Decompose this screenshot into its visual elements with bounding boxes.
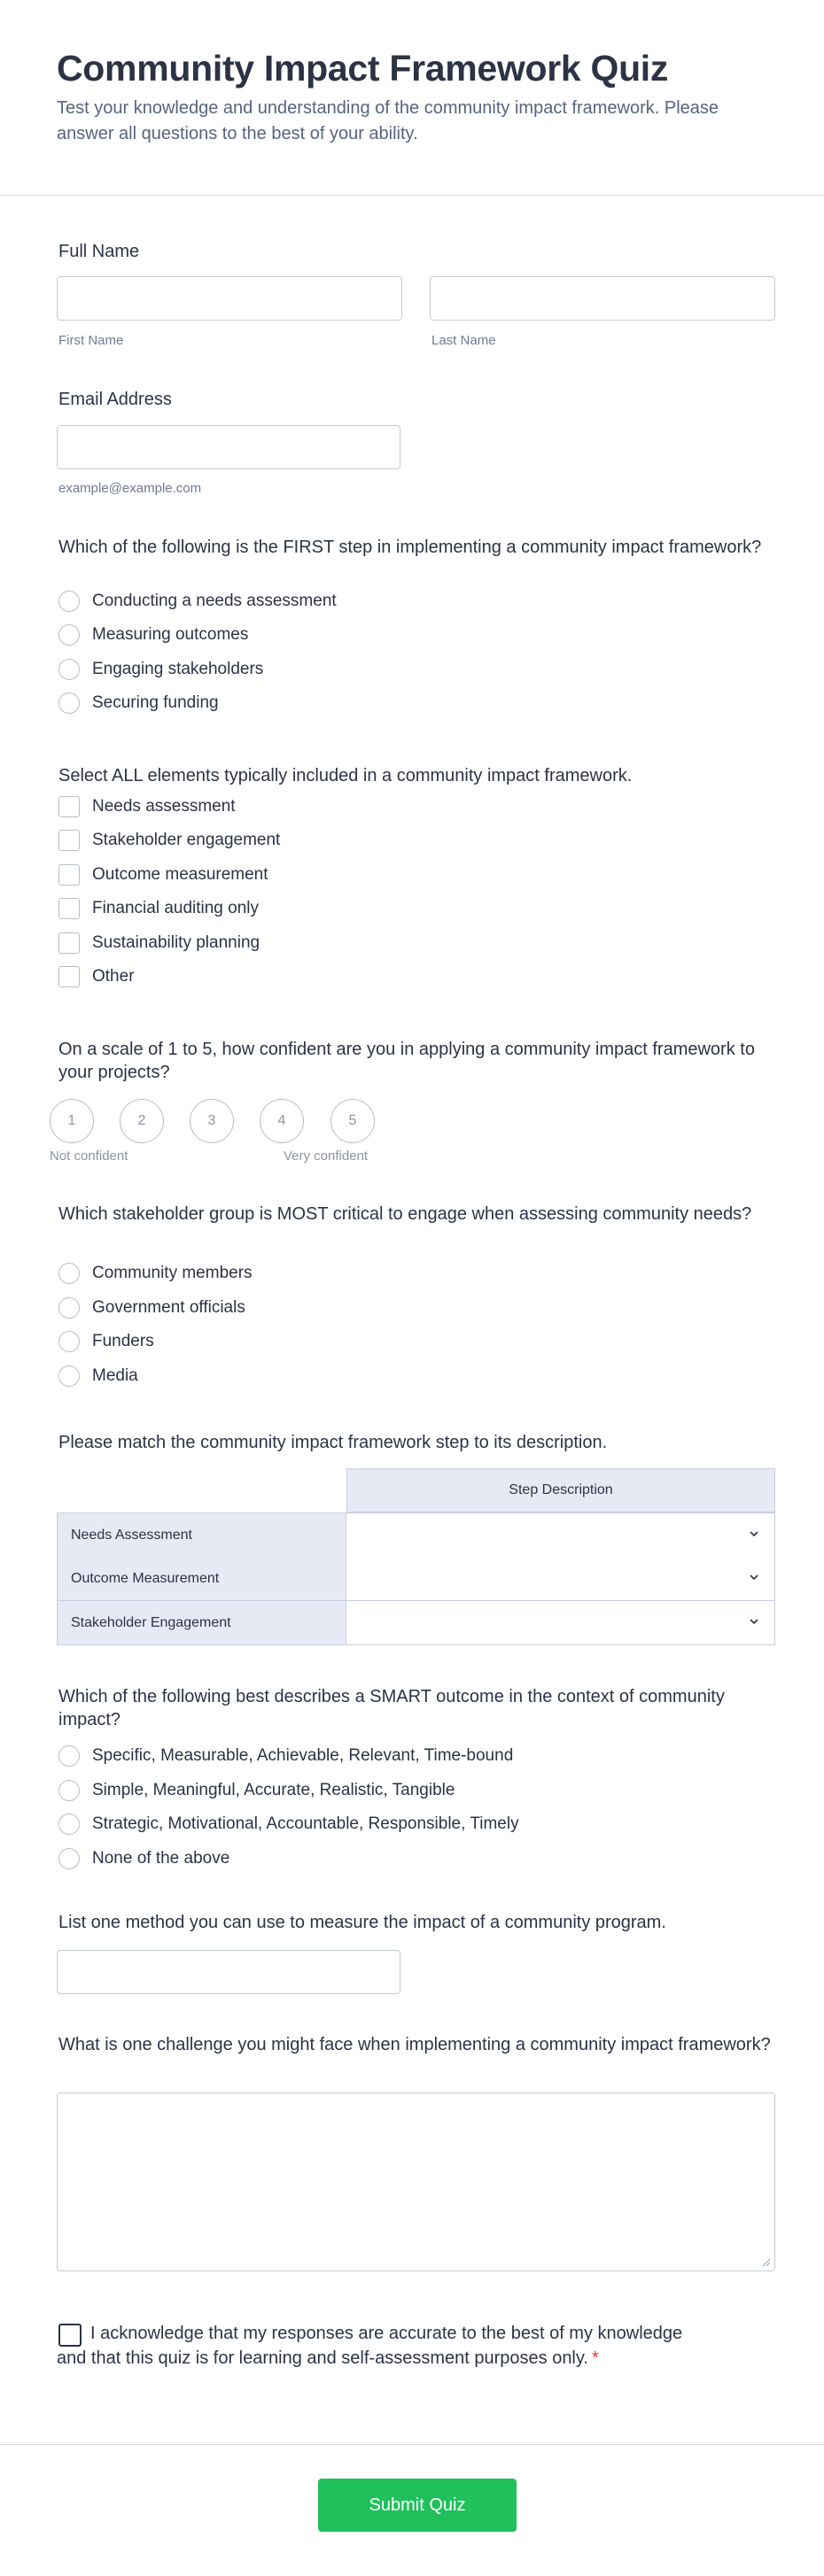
chevron-down-icon — [748, 1571, 760, 1583]
option-label: Engaging stakeholders — [92, 660, 264, 678]
checkbox-sustainability-planning[interactable] — [58, 931, 260, 955]
option-community-members[interactable] — [58, 1261, 253, 1286]
acknowledge-field — [57, 2321, 695, 2371]
checkbox-financial-auditing[interactable] — [58, 896, 259, 921]
option-label: Measuring outcomes — [92, 625, 249, 644]
question-measure-method — [58, 1911, 776, 1934]
option-label: Media — [92, 1366, 138, 1385]
chevron-down-icon — [748, 1615, 760, 1628]
matrix-column-header: Step Description — [346, 1468, 775, 1512]
checkbox-needs-assessment[interactable] — [58, 794, 236, 819]
question-confidence-label: On a scale of 1 to 5, how confident are you in applying a community impact framework to your projects? — [58, 1040, 755, 1082]
option-label: Outcome measurement — [92, 865, 268, 884]
acknowledge-checkbox[interactable] — [58, 2324, 82, 2347]
radio-button[interactable] — [58, 591, 80, 612]
matrix-row-stakeholder-engagement — [57, 1601, 775, 1645]
measure-method-input[interactable] — [57, 1950, 400, 1994]
question-first-step — [58, 536, 776, 712]
radio-button[interactable] — [58, 1331, 80, 1352]
email-input[interactable] — [57, 425, 400, 469]
acknowledge-text: I acknowledge that my responses are accurate to the best of my knowledge and that this quiz is for learning and self-assessment purposes only. — [57, 2324, 683, 2368]
option-label: Stakeholder engagement — [92, 831, 281, 849]
radio-button[interactable] — [58, 1780, 80, 1801]
matrix-dropdown[interactable] — [346, 1601, 775, 1645]
option-measuring-outcomes[interactable] — [58, 623, 248, 647]
radio-button[interactable] — [58, 659, 80, 680]
option-label: Simple, Meaningful, Accurate, Realistic, Tangible — [92, 1781, 455, 1799]
full-name-label: Full Name — [58, 242, 140, 261]
scale-option-5[interactable]: 5 — [330, 1099, 375, 1143]
option-label: Securing funding — [92, 693, 219, 712]
option-label: Government officials — [92, 1298, 245, 1317]
question-challenge-label: What is one challenge you might face when implementing a community impact framework? — [58, 2035, 771, 2054]
radio-button[interactable] — [58, 1365, 80, 1387]
matrix-row-label: Stakeholder Engagement — [57, 1601, 346, 1645]
option-needs-assessment[interactable] — [58, 589, 337, 614]
question-smart — [58, 1685, 776, 1868]
checkbox-stakeholder-engagement[interactable] — [58, 828, 280, 853]
matrix-row-label: Outcome Measurement — [57, 1557, 346, 1601]
submit-button[interactable]: Submit Quiz — [318, 2479, 517, 2532]
checkbox-outcome-measurement[interactable] — [58, 863, 268, 887]
option-label: None of the above — [92, 1849, 230, 1868]
scale-option-3[interactable]: 3 — [190, 1099, 234, 1143]
radio-button[interactable] — [58, 1263, 80, 1284]
radio-button[interactable] — [58, 1848, 80, 1869]
checkbox[interactable] — [58, 898, 80, 919]
challenge-textarea[interactable] — [57, 2093, 775, 2271]
last-name-sublabel: Last Name — [431, 333, 496, 348]
form-title: Community Impact Framework Quiz — [57, 48, 669, 89]
option-funders[interactable] — [58, 1329, 154, 1354]
radio-button[interactable] — [58, 692, 80, 714]
radio-button[interactable] — [58, 1297, 80, 1319]
option-smart-strategic[interactable] — [58, 1812, 519, 1837]
question-first-step-label: Which of the following is the FIRST step in implementing a community impact framework? — [58, 538, 762, 557]
scale-option-1[interactable]: 1 — [50, 1099, 94, 1143]
matrix-row-label: Needs Assessment — [57, 1513, 346, 1558]
option-label: Needs assessment — [92, 797, 236, 816]
radio-button[interactable] — [58, 624, 80, 646]
option-label: Financial auditing only — [92, 899, 260, 917]
option-government-officials[interactable] — [58, 1296, 245, 1320]
question-match — [58, 1431, 776, 1454]
checkbox[interactable] — [58, 830, 80, 851]
option-label: Community members — [92, 1264, 253, 1282]
option-media[interactable] — [58, 1364, 138, 1389]
matrix-row-outcome-measurement — [57, 1557, 775, 1601]
checkbox[interactable] — [58, 796, 80, 817]
checkbox[interactable] — [58, 966, 80, 987]
scale-option-2[interactable]: 2 — [120, 1099, 164, 1143]
question-smart-label: Which of the following best describes a SMART outcome in the context of community impact? — [58, 1687, 725, 1729]
checkbox[interactable] — [58, 932, 80, 954]
footer-divider — [0, 2444, 824, 2445]
chevron-down-icon — [748, 1528, 760, 1540]
question-challenge — [58, 2033, 776, 2056]
radio-button[interactable] — [58, 1745, 80, 1767]
question-measure-method-label: List one method you can use to measure the impact of a community program. — [58, 1913, 666, 1932]
matrix-dropdown[interactable] — [346, 1557, 775, 1601]
option-smart-specific[interactable] — [58, 1744, 513, 1768]
option-smart-none[interactable] — [58, 1846, 229, 1871]
matrix-row-needs-assessment — [57, 1512, 775, 1557]
acknowledge-label — [57, 2321, 695, 2371]
email-sublabel: example@example.com — [58, 481, 202, 496]
radio-button[interactable] — [58, 1814, 80, 1835]
option-label: Funders — [92, 1332, 154, 1350]
option-label: Sustainability planning — [92, 933, 260, 952]
option-label: Conducting a needs assessment — [92, 592, 337, 610]
question-match-label: Please match the community impact framework step to its description. — [58, 1433, 608, 1452]
form-header — [0, 0, 824, 196]
question-elements-label: Select ALL elements typically included in a community impact framework. — [58, 766, 633, 785]
option-securing-funding[interactable] — [58, 691, 219, 716]
checkbox-other[interactable] — [58, 964, 135, 989]
question-confidence — [58, 1038, 776, 1084]
email-label: Email Address — [58, 390, 172, 409]
option-smart-simple[interactable] — [58, 1778, 455, 1803]
option-label: Strategic, Motivational, Accountable, Responsible, Timely — [92, 1814, 519, 1833]
scale-min-caption: Not confident — [50, 1149, 128, 1164]
option-label: Other — [92, 967, 135, 986]
question-stakeholder-group — [58, 1203, 776, 1385]
required-asterisk: * — [591, 2348, 599, 2368]
scale-max-caption: Very confident — [284, 1149, 369, 1164]
first-name-input[interactable] — [57, 276, 402, 321]
option-label: Specific, Measurable, Achievable, Relevant, Time-bound — [92, 1746, 514, 1765]
scale-option-4[interactable]: 4 — [260, 1099, 304, 1143]
question-stakeholder-group-label: Which stakeholder group is MOST critical to engage when assessing community needs? — [58, 1204, 752, 1224]
matrix-dropdown[interactable] — [346, 1513, 775, 1558]
checkbox[interactable] — [58, 864, 80, 886]
resize-handle-icon[interactable] — [760, 2256, 771, 2267]
last-name-input[interactable] — [430, 276, 775, 321]
option-engaging-stakeholders[interactable] — [58, 657, 263, 682]
form-description: Test your knowledge and understanding of the community impact framework. Please answer all questions to the best of your ability. — [57, 98, 719, 143]
question-elements — [58, 764, 776, 986]
first-name-sublabel: First Name — [58, 333, 124, 348]
